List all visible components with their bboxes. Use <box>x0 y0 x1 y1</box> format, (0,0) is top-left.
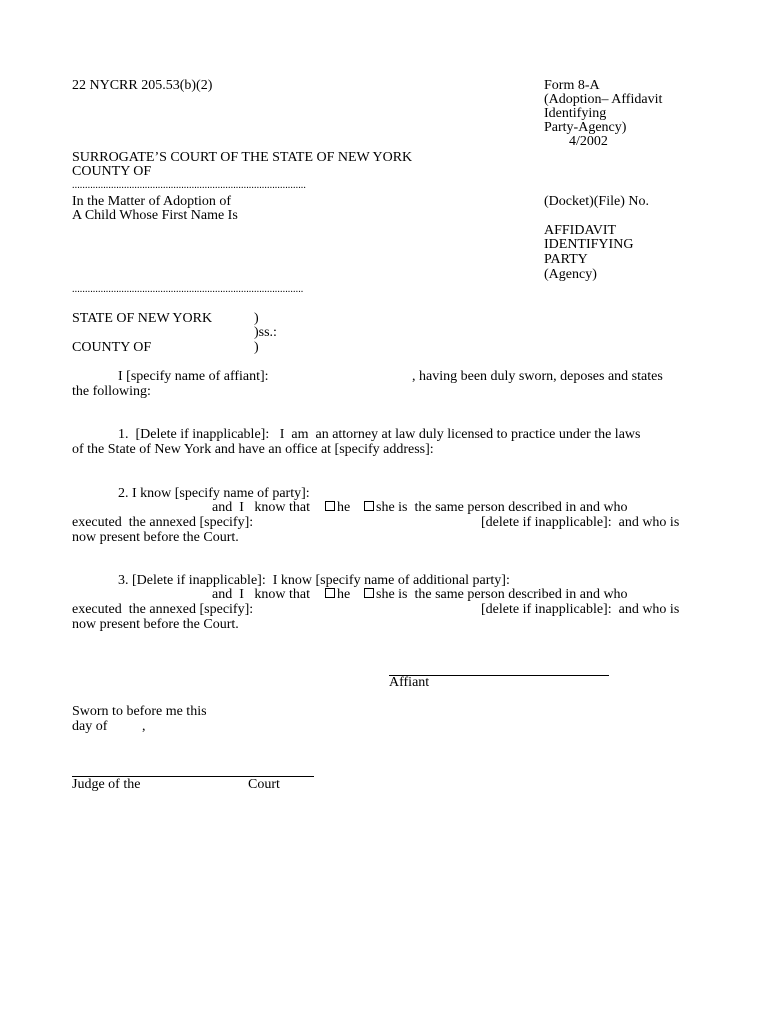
paragraph-2-executed: executed the annexed [specify]: <box>72 515 254 530</box>
sworn-statement: , having been duly sworn, deposes and states <box>412 369 663 384</box>
she-label: she is the same person described in and who <box>376 500 628 515</box>
she-checkbox[interactable] <box>364 501 374 511</box>
he-label: he <box>337 587 351 602</box>
paragraph-1-line-1: 1. [Delete if inapplicable]: I am an attorney at law duly licensed to practice under the laws <box>118 427 641 442</box>
paragraph-3-present: now present before the Court. <box>72 617 239 632</box>
venue-ss: )ss.: <box>254 325 277 340</box>
venue-state: STATE OF NEW YORK <box>72 311 213 326</box>
judge-label: Judge of the <box>72 777 141 792</box>
he-option[interactable] <box>325 587 350 602</box>
paragraph-1-line-2: of the State of New York and have an office at [specify address]: <box>72 442 434 457</box>
form-date: 4/2002 <box>569 134 608 149</box>
form-type-line: Party-Agency) <box>544 120 627 135</box>
he-checkbox[interactable] <box>325 501 335 511</box>
he-checkbox[interactable] <box>325 588 335 598</box>
sworn-comma: , <box>142 719 146 734</box>
caption-dotted-line-top: .......................................................................................... <box>72 180 306 191</box>
affiant-name-label: I [specify name of affiant]: <box>118 369 269 384</box>
sworn-statement-cont: the following: <box>72 384 151 399</box>
rule-reference: 22 NYCRR 205.53(b)(2) <box>72 78 213 93</box>
sworn-to-before: Sworn to before me this <box>72 704 207 719</box>
form-type-line: Identifying <box>544 106 607 121</box>
affidavit-title-line: (Agency) <box>544 267 597 282</box>
paragraph-3-executed: executed the annexed [specify]: <box>72 602 254 617</box>
venue-paren: ) <box>254 311 259 326</box>
he-label: he <box>337 500 351 515</box>
court-label: Court <box>248 777 280 792</box>
form-number: Form 8-A <box>544 78 600 93</box>
venue-paren: ) <box>254 340 259 355</box>
she-label: she is the same person described in and who <box>376 587 628 602</box>
sworn-day-of: day of <box>72 719 108 734</box>
paragraph-3-delete: [delete if inapplicable]: and who is <box>481 602 680 617</box>
docket-file-number: (Docket)(File) No. <box>544 194 649 209</box>
form-type-line: (Adoption– Affidavit <box>544 92 663 107</box>
affidavit-title-line: IDENTIFYING <box>544 237 634 252</box>
affidavit-title-line: PARTY <box>544 252 588 267</box>
paragraph-2-delete: [delete if inapplicable]: and who is <box>481 515 680 530</box>
she-option[interactable] <box>364 587 628 602</box>
paragraph-2-know: and I know that <box>212 500 310 515</box>
he-option[interactable] <box>325 500 350 515</box>
paragraph-3-line-1: 3. [Delete if inapplicable]: I know [specify name of additional party]: <box>118 573 510 588</box>
she-checkbox[interactable] <box>364 588 374 598</box>
paragraph-3-know: and I know that <box>212 587 310 602</box>
matter-line-1: In the Matter of Adoption of <box>72 194 232 209</box>
she-option[interactable] <box>364 500 628 515</box>
paragraph-2-present: now present before the Court. <box>72 530 239 545</box>
venue-county: COUNTY OF <box>72 340 152 355</box>
court-name: SURROGATE’S COURT OF THE STATE OF NEW YORK <box>72 150 413 165</box>
affiant-label: Affiant <box>389 675 430 690</box>
caption-dotted-line-bottom: ......................................................................................... <box>72 284 304 295</box>
matter-line-2: A Child Whose First Name Is <box>72 208 238 223</box>
paragraph-2-line-1: 2. I know [specify name of party]: <box>118 486 310 501</box>
affidavit-title-line: AFFIDAVIT <box>544 223 617 238</box>
court-county: COUNTY OF <box>72 164 152 179</box>
